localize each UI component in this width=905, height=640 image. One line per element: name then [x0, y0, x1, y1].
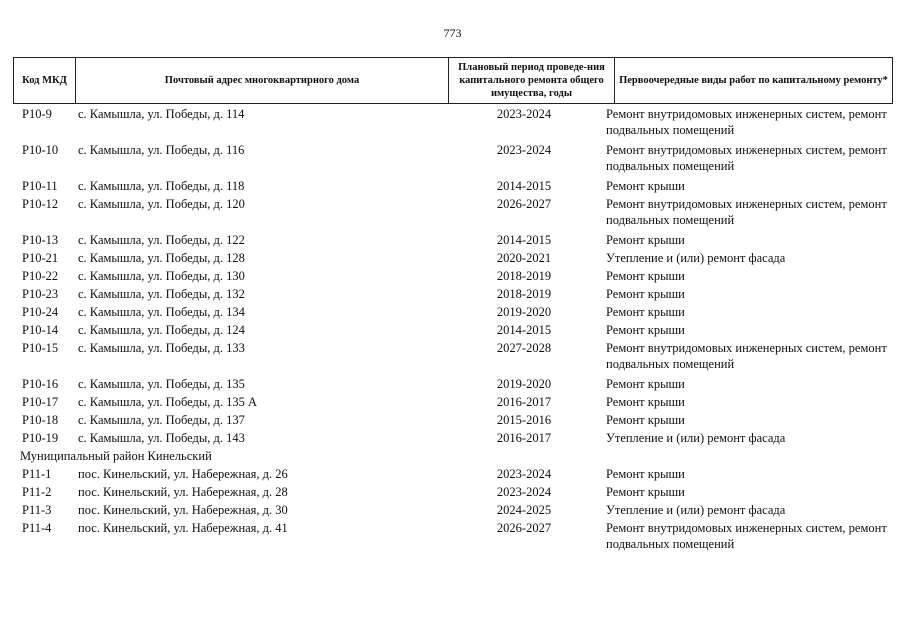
- works-cell: Ремонт крыши: [606, 269, 685, 283]
- period-cell: 2019-2020: [496, 377, 552, 391]
- table-body: [0, 106, 905, 556]
- period-cell: 2026-2027: [496, 197, 552, 211]
- works-cell: Ремонт внутридомовых инженерных систем, ремонт подвальных помещений: [606, 521, 887, 551]
- section-title-text: Муниципальный район Кинельский: [20, 449, 212, 463]
- address-cell: с. Камышла, ул. Победы, д. 132: [78, 287, 245, 301]
- code-cell: Р10-15: [22, 341, 59, 355]
- code-cell: Р11-2: [22, 485, 52, 499]
- table-row: [0, 142, 905, 178]
- period-cell: 2023-2024: [496, 467, 552, 481]
- period-cell: 2018-2019: [496, 287, 552, 301]
- code-cell: Р10-12: [22, 197, 59, 211]
- works-cell: Ремонт крыши: [606, 485, 685, 499]
- period-cell: 2014-2015: [496, 323, 552, 337]
- code-cell: Р10-22: [22, 269, 59, 283]
- code-cell: Р10-17: [22, 395, 59, 409]
- works-cell: Утепление и (или) ремонт фасада: [606, 503, 786, 517]
- period-cell: 2014-2015: [496, 233, 552, 247]
- address-cell: с. Камышла, ул. Победы, д. 135: [78, 377, 245, 391]
- table-row: [0, 322, 905, 340]
- address-cell: с. Камышла, ул. Победы, д. 133: [78, 341, 245, 355]
- address-cell: с. Камышла, ул. Победы, д. 130: [78, 269, 245, 283]
- code-cell: Р10-19: [22, 431, 59, 445]
- table-row: [0, 376, 905, 394]
- code-cell: Р10-18: [22, 413, 59, 427]
- works-cell: Ремонт крыши: [606, 305, 685, 319]
- address-cell: пос. Кинельский, ул. Набережная, д. 30: [78, 503, 288, 517]
- table-row: [0, 106, 905, 142]
- period-cell: 2027-2028: [496, 341, 552, 355]
- works-cell: Ремонт крыши: [606, 377, 685, 391]
- period-cell: 2016-2017: [496, 395, 552, 409]
- table-row: [0, 466, 905, 484]
- table-row: [0, 430, 905, 448]
- table-row: [0, 394, 905, 412]
- table-header: [13, 57, 893, 104]
- works-cell: Утепление и (или) ремонт фасада: [606, 431, 786, 445]
- works-cell: Ремонт внутридомовых инженерных систем, ремонт подвальных помещений: [606, 341, 887, 371]
- header-address: Почтовый адрес многоквартирного дома: [76, 58, 449, 103]
- code-cell: Р10-13: [22, 233, 59, 247]
- code-cell: Р10-23: [22, 287, 59, 301]
- table-row: [0, 286, 905, 304]
- code-cell: Р11-4: [22, 521, 52, 535]
- period-cell: 2026-2027: [496, 521, 552, 535]
- code-cell: Р10-21: [22, 251, 59, 265]
- period-cell: 2023-2024: [496, 107, 552, 121]
- table-row: [0, 520, 905, 556]
- address-cell: пос. Кинельский, ул. Набережная, д. 28: [78, 485, 288, 499]
- code-cell: Р10-16: [22, 377, 59, 391]
- address-cell: с. Камышла, ул. Победы, д. 118: [78, 179, 245, 193]
- header-works: Первоочередные виды работ по капитальному ремонту*: [619, 75, 888, 86]
- works-cell: Утепление и (или) ремонт фасада: [606, 251, 786, 265]
- period-cell: 2020-2021: [496, 251, 552, 265]
- address-cell: с. Камышла, ул. Победы, д. 135 А: [78, 395, 258, 409]
- works-cell: Ремонт крыши: [606, 467, 685, 481]
- table-row: [0, 502, 905, 520]
- code-cell: Р10-9: [22, 107, 52, 121]
- code-cell: Р10-11: [22, 179, 58, 193]
- period-cell: 2018-2019: [496, 269, 552, 283]
- table-row: [0, 250, 905, 268]
- address-cell: с. Камышла, ул. Победы, д. 143: [78, 431, 245, 445]
- header-code: Код МКД: [14, 58, 76, 103]
- table-row: [0, 232, 905, 250]
- table-row: [0, 268, 905, 286]
- table-row: [0, 412, 905, 430]
- table-row: [0, 340, 905, 376]
- period-cell: 2023-2024: [496, 143, 552, 157]
- works-cell: Ремонт крыши: [606, 233, 685, 247]
- works-cell: Ремонт крыши: [606, 395, 685, 409]
- header-period: Плановый период проведе-ния капитального ремонта общего имущества, годы: [449, 58, 615, 103]
- address-cell: с. Камышла, ул. Победы, д. 128: [78, 251, 245, 265]
- period-cell: 2014-2015: [496, 179, 552, 193]
- works-cell: Ремонт крыши: [606, 179, 685, 193]
- period-cell: 2016-2017: [496, 431, 552, 445]
- table-row: [0, 304, 905, 322]
- code-cell: Р10-10: [22, 143, 59, 157]
- period-cell: 2023-2024: [496, 485, 552, 499]
- period-cell: 2019-2020: [496, 305, 552, 319]
- table-row: [0, 196, 905, 232]
- address-cell: с. Камышла, ул. Победы, д. 122: [78, 233, 245, 247]
- works-cell: Ремонт внутридомовых инженерных систем, ремонт подвальных помещений: [606, 107, 887, 137]
- works-cell: Ремонт крыши: [606, 413, 685, 427]
- code-cell: Р11-3: [22, 503, 52, 517]
- works-cell: Ремонт крыши: [606, 323, 685, 337]
- address-cell: с. Камышла, ул. Победы, д. 134: [78, 305, 245, 319]
- address-cell: с. Камышла, ул. Победы, д. 124: [78, 323, 245, 337]
- address-cell: пос. Кинельский, ул. Набережная, д. 41: [78, 521, 288, 535]
- period-cell: 2015-2016: [496, 413, 552, 427]
- page-number: 773: [443, 26, 462, 40]
- section-title: [0, 448, 905, 466]
- address-cell: пос. Кинельский, ул. Набережная, д. 26: [78, 467, 288, 481]
- works-cell: Ремонт крыши: [606, 287, 685, 301]
- works-cell: Ремонт внутридомовых инженерных систем, ремонт подвальных помещений: [606, 143, 887, 173]
- works-cell: Ремонт внутридомовых инженерных систем, ремонт подвальных помещений: [606, 197, 887, 227]
- code-cell: Р10-14: [22, 323, 59, 337]
- address-cell: с. Камышла, ул. Победы, д. 137: [78, 413, 245, 427]
- code-cell: Р10-24: [22, 305, 59, 319]
- table-row: [0, 178, 905, 196]
- table-row: [0, 484, 905, 502]
- code-cell: Р11-1: [22, 467, 52, 481]
- address-cell: с. Камышла, ул. Победы, д. 120: [78, 197, 245, 211]
- address-cell: с. Камышла, ул. Победы, д. 116: [78, 143, 245, 157]
- address-cell: с. Камышла, ул. Победы, д. 114: [78, 107, 245, 121]
- period-cell: 2024-2025: [496, 503, 552, 517]
